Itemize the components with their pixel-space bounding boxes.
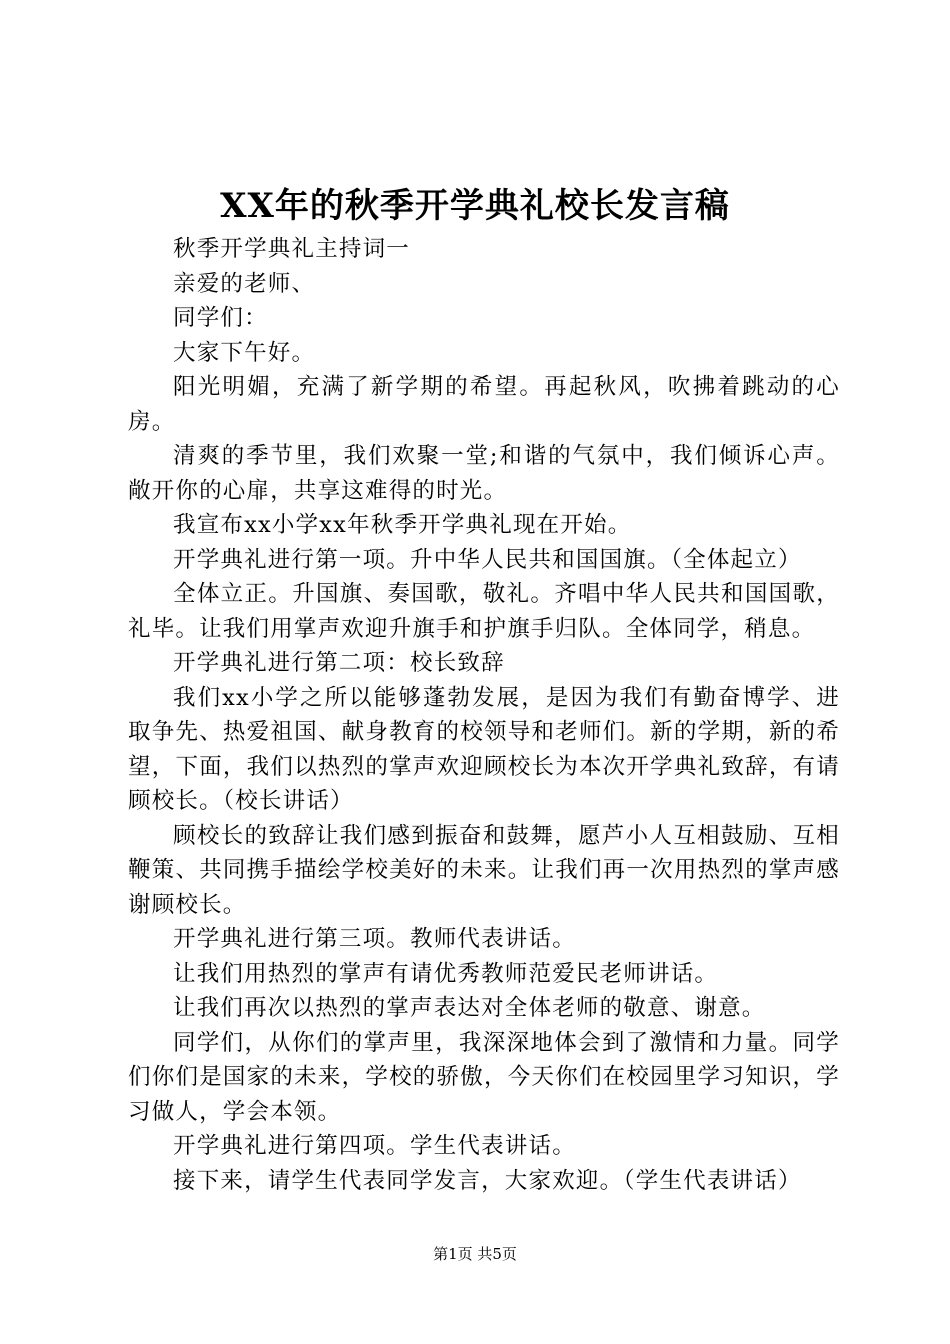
- paragraph: 同学们，从你们的掌声里，我深深地体会到了激情和力量。同学们你们是国家的未来，学校的骄傲，今天你们在校园里学习知识，学习做人，学会本领。: [128, 1029, 840, 1125]
- paragraph: 我们xx小学之所以能够蓬勃发展，是因为我们有勤奋博学、进取争先、热爱祖国、献身教育的校领导和老师们。新的学期，新的希望，下面，我们以热烈的掌声欢迎顾校长为本次开学典礼致辞，有请顾校长。（校长讲话）: [128, 684, 840, 814]
- paragraph: 阳光明媚，充满了新学期的希望。再起秋风，吹拂着跳动的心房。: [128, 374, 840, 435]
- paragraph: 顾校长的致辞让我们感到振奋和鼓舞，愿芦小人互相鼓励、互相鞭策、共同携手描绘学校美好的未来。让我们再一次用热烈的掌声感谢顾校长。: [128, 822, 840, 918]
- paragraph: 开学典礼进行第四项。学生代表讲话。: [173, 1133, 576, 1159]
- paragraph: 让我们用热烈的掌声有请优秀教师范爱民老师讲话。: [173, 960, 719, 987]
- paragraph: 全体立正。升国旗、奏国歌，敬礼。齐唱中华人民共和国国歌，礼毕。让我们用掌声欢迎升旗手和护旗手归队。全体同学，稍息。: [128, 581, 840, 642]
- document-body: [128, 232, 840, 1198]
- page-footer: 第1页 共5页: [433, 1245, 517, 1263]
- paragraph: 开学典礼进行第二项：校长致辞: [173, 650, 505, 676]
- paragraph: 秋季开学典礼主持词一: [173, 236, 411, 262]
- paragraph: 清爽的季节里，我们欢聚一堂;和谐的气氛中，我们倾诉心声。敞开你的心扉，共享这难得的时光。: [128, 443, 840, 504]
- paragraph: 大家下午好。: [173, 339, 316, 366]
- paragraph: 接下来，请学生代表同学发言，大家欢迎。（学生代表讲话）: [173, 1167, 802, 1194]
- paragraph: 开学典礼进行第三项。教师代表讲话。: [173, 926, 576, 952]
- paragraph: 我宣布xx小学xx年秋季开学典礼现在开始。: [173, 512, 632, 538]
- paragraph: 亲爱的老师、: [173, 270, 316, 297]
- paragraph: 开学典礼进行第一项。升中华人民共和国国旗。（全体起立）: [173, 546, 802, 573]
- paragraph: 让我们再次以热烈的掌声表达对全体老师的敬意、谢意。: [173, 995, 766, 1021]
- document-title: XX年的秋季开学典礼校长发言稿: [220, 186, 730, 226]
- paragraph: 同学们：: [173, 305, 268, 331]
